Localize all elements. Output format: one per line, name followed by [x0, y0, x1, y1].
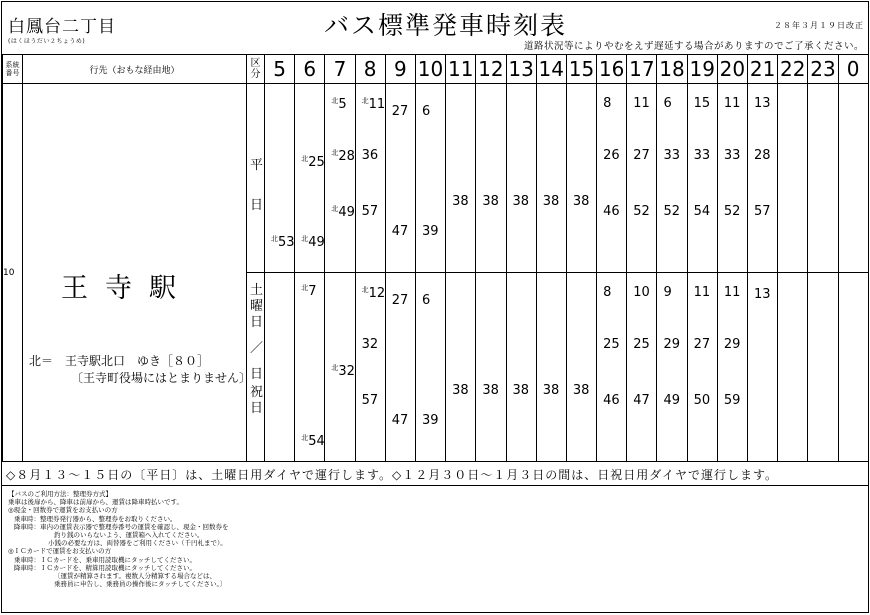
hour-cell: [385, 273, 415, 462]
hour-cell: [687, 84, 717, 273]
hour-cell: [415, 84, 445, 273]
hour-header: 18: [657, 55, 687, 84]
departure-minute: 33: [723, 148, 741, 163]
departure-minute: $^北$12: [361, 286, 386, 301]
day-type-char: 日: [250, 401, 264, 416]
fare-instruction-line: ◎現金・回数券で運賃をお支払いの方: [8, 506, 118, 515]
departure-minute: 10: [633, 285, 650, 300]
fare-instruction-line: 降車時：車内の運賃表示器で整理券番号の運賃を確認し、現金・回数券を: [14, 522, 229, 531]
departure-minute: $^北$54: [301, 434, 325, 449]
hour-cell: [415, 273, 445, 462]
hour-cell: [355, 273, 385, 462]
hour-cell: [597, 273, 627, 462]
departure-minute: 46: [603, 204, 620, 219]
timetable-sheet: [1, 1, 869, 613]
hour-cell: [778, 84, 808, 273]
hour-cell: [687, 273, 717, 462]
hour-header: 9: [385, 55, 415, 84]
departure-minute: 6: [421, 293, 431, 308]
departure-minute: 46: [603, 393, 620, 408]
hour-header: 20: [717, 55, 747, 84]
departure-minute: 27: [633, 148, 650, 163]
revision-date: ２８年３月１９日改正: [774, 21, 864, 30]
departure-minute: 57: [361, 204, 379, 219]
departure-minute: 38: [542, 383, 560, 398]
fare-instructions: [8, 490, 229, 588]
timetable-grid: [2, 54, 869, 462]
departure-minute: 6: [663, 96, 672, 111]
departure-minute: 38: [452, 383, 469, 398]
hour-header: 21: [748, 55, 778, 84]
stop-name: 白鳳台二丁目: [8, 17, 116, 37]
day-type-char: 日: [250, 198, 264, 213]
departure-minute: 8: [603, 96, 612, 111]
departure-minute: $^北$5: [331, 97, 347, 112]
hour-header: 12: [476, 55, 506, 84]
departure-minute: $^北$28: [331, 149, 355, 164]
hour-header: 13: [506, 55, 536, 84]
departure-minute: 11: [693, 285, 711, 300]
departure-minute: 59: [723, 393, 741, 408]
departure-minute: $^北$53: [271, 235, 295, 250]
departure-minute: 49: [663, 393, 680, 408]
departure-minute: 15: [693, 96, 711, 111]
hour-header: 10: [415, 55, 445, 84]
departure-minute: 47: [391, 224, 409, 239]
hour-cell: [778, 273, 808, 462]
hour-cell: [506, 273, 536, 462]
destination-station: 王寺駅: [61, 273, 193, 304]
departure-minute: 13: [754, 287, 771, 302]
hour-header: 23: [808, 55, 838, 84]
departure-minute: 38: [482, 383, 499, 398]
departure-minute: 50: [693, 393, 711, 408]
hour-cell: [566, 84, 596, 273]
day-type-header: 区分: [247, 55, 265, 84]
departure-minute: 13: [754, 96, 771, 111]
departure-minute: 29: [723, 337, 741, 352]
fare-instruction-line: 降車時：ＩＣカードを、精算用読取機にタッチしてください。: [14, 563, 196, 572]
route-via: 北＝ 王寺駅北口 ゆき［８０］: [29, 354, 210, 368]
hour-cell: [657, 273, 687, 462]
hour-cell: [566, 273, 596, 462]
fare-instruction-line: 〔運賃が精算されます。複数人分精算する場合などは、: [54, 572, 216, 581]
fare-instruction-line: 乗務員に申告し、乗務員の操作後にタッチしてください。〕: [54, 580, 227, 589]
fare-instruction-line: 乗車時：整理券発行器から、整理券をお取りください。: [14, 514, 177, 523]
day-type-char: 祝: [250, 385, 264, 400]
departure-minute: 57: [754, 204, 771, 219]
hour-header: 19: [687, 55, 717, 84]
departure-minute: 25: [633, 337, 650, 352]
departure-minute: 39: [421, 224, 439, 239]
departure-minute: 6: [421, 104, 431, 119]
hour-header: 22: [778, 55, 808, 84]
destination-cell: [23, 84, 252, 462]
hour-cell: [325, 84, 355, 273]
hour-cell: [627, 84, 657, 273]
hour-cell: [446, 84, 476, 273]
holiday-schedule-notice: ◇８月１３～１５日の〔平日〕は、土曜日用ダイヤで運行します。◇１２月３０日～１月３日の間は、日祝日用ダイヤで運行します。: [2, 463, 868, 486]
hour-cell: [476, 84, 506, 273]
hour-cell: [717, 273, 747, 462]
hour-header: 17: [627, 55, 657, 84]
departure-minute: 38: [512, 383, 530, 398]
departure-minute: 25: [603, 337, 620, 352]
departure-minute: 11: [723, 285, 741, 300]
hour-cell: [265, 84, 295, 273]
day-type-char: 平: [250, 158, 264, 173]
hour-header: 14: [536, 55, 566, 84]
hour-cell: [627, 273, 657, 462]
fare-instruction-line: ◎ＩＣカードで運賃をお支払いの方: [8, 547, 112, 556]
day-type-char: 土: [250, 283, 264, 298]
departure-minute: 54: [693, 204, 711, 219]
departure-minute: 27: [693, 337, 711, 352]
hour-cell: [536, 84, 566, 273]
departure-minute: 9: [663, 285, 672, 300]
page-title: バス標準発車時刻表: [324, 11, 568, 40]
departure-minute: 38: [572, 383, 590, 398]
departure-minute: 32: [361, 337, 379, 352]
day-type-char: 曜: [250, 299, 264, 314]
hour-cell: [717, 84, 747, 273]
departure-minute: $^北$7: [301, 284, 317, 299]
hour-header-row: [3, 55, 869, 84]
departure-minute: 38: [512, 194, 530, 209]
departure-minute: $^北$49: [331, 205, 355, 220]
weekday-label: [247, 84, 265, 273]
hour-header: 5: [265, 55, 295, 84]
hour-cell: [385, 84, 415, 273]
departure-minute: 39: [421, 413, 439, 428]
hour-cell: [265, 273, 295, 462]
departure-minute: 52: [633, 204, 650, 219]
day-type-char: 日: [250, 367, 264, 382]
departure-minute: 26: [603, 148, 620, 163]
departure-minute: $^北$25: [301, 155, 325, 170]
departure-minute: 38: [482, 194, 499, 209]
hour-cell: [355, 84, 385, 273]
departure-minute: $^北$49: [301, 235, 325, 250]
hour-header: 0: [838, 55, 868, 84]
departure-minute: 38: [452, 194, 469, 209]
departure-minute: 52: [663, 204, 680, 219]
day-type-char: 日: [250, 315, 264, 330]
day-type-char: ／: [250, 341, 264, 356]
hour-cell: [536, 273, 566, 462]
departure-minute: 52: [723, 204, 741, 219]
hour-cell: [446, 273, 476, 462]
hour-cell: [295, 84, 325, 273]
hour-cell: [808, 273, 838, 462]
hour-cell: [657, 84, 687, 273]
hour-cell: [506, 84, 536, 273]
hour-header: 11: [446, 55, 476, 84]
hour-cell: [838, 273, 868, 462]
departure-minute: 38: [572, 194, 590, 209]
holiday-label: [247, 273, 265, 462]
delay-note: 道路状況等によりやむをえず遅延する場合がありますのでご了承ください。: [523, 41, 864, 52]
departure-minute: 38: [542, 194, 560, 209]
hour-cell: [748, 84, 778, 273]
hour-cell: [748, 273, 778, 462]
hour-header: 15: [566, 55, 596, 84]
hour-cell: [808, 84, 838, 273]
hour-cell: [838, 84, 868, 273]
hour-header: 6: [295, 55, 325, 84]
departure-minute: 33: [693, 148, 711, 163]
route-exception-note: 〔王寺町役場にはとまりません〕: [71, 371, 252, 385]
departure-minute: 8: [603, 285, 612, 300]
departure-minute: 27: [391, 293, 409, 308]
hour-header: 16: [597, 55, 627, 84]
departure-minute: 27: [391, 104, 409, 119]
departure-minute: 28: [754, 148, 771, 163]
destination-header: 行先（おもな経由地）: [23, 55, 247, 84]
route-code-header: 系統番号: [3, 55, 23, 84]
departure-minute: $^北$32: [331, 364, 355, 379]
departure-minute: 33: [663, 148, 680, 163]
departure-minute: 47: [633, 393, 650, 408]
departure-minute: $^北$11: [361, 97, 386, 112]
route-code: 10: [3, 84, 23, 462]
hour-cell: [476, 273, 506, 462]
fare-instruction-line: 乗車時：ＩＣカードを、乗車用読取機にタッチしてください。: [14, 555, 196, 564]
hour-header: 8: [355, 55, 385, 84]
fare-instruction-line: 乗車は後扉から、降車は前扉から、運賃は降車時払いです。: [8, 498, 183, 507]
departure-minute: 36: [361, 148, 379, 163]
hour-header: 7: [325, 55, 355, 84]
departure-minute: 47: [391, 413, 409, 428]
stop-kana: (はくほうだい２ちょうめ): [8, 38, 86, 45]
fare-instruction-line: 【バスのご利用方法：整理券方式】: [8, 490, 112, 498]
departure-minute: 57: [361, 393, 379, 408]
departure-minute: 11: [723, 96, 741, 111]
weekday-row: [3, 84, 869, 273]
hour-cell: [295, 273, 325, 462]
hour-cell: [597, 84, 627, 273]
hour-cell: [325, 273, 355, 462]
fare-instruction-line: 釣り銭のいらないよう、運賃箱へ入れてください。: [54, 531, 204, 540]
departure-minute: 11: [633, 96, 650, 111]
timetable-header: [2, 2, 868, 54]
fare-instruction-line: 小銭の必要な方は、両替器をご利用ください（千円札まで）。: [48, 539, 227, 548]
departure-minute: 29: [663, 337, 680, 352]
